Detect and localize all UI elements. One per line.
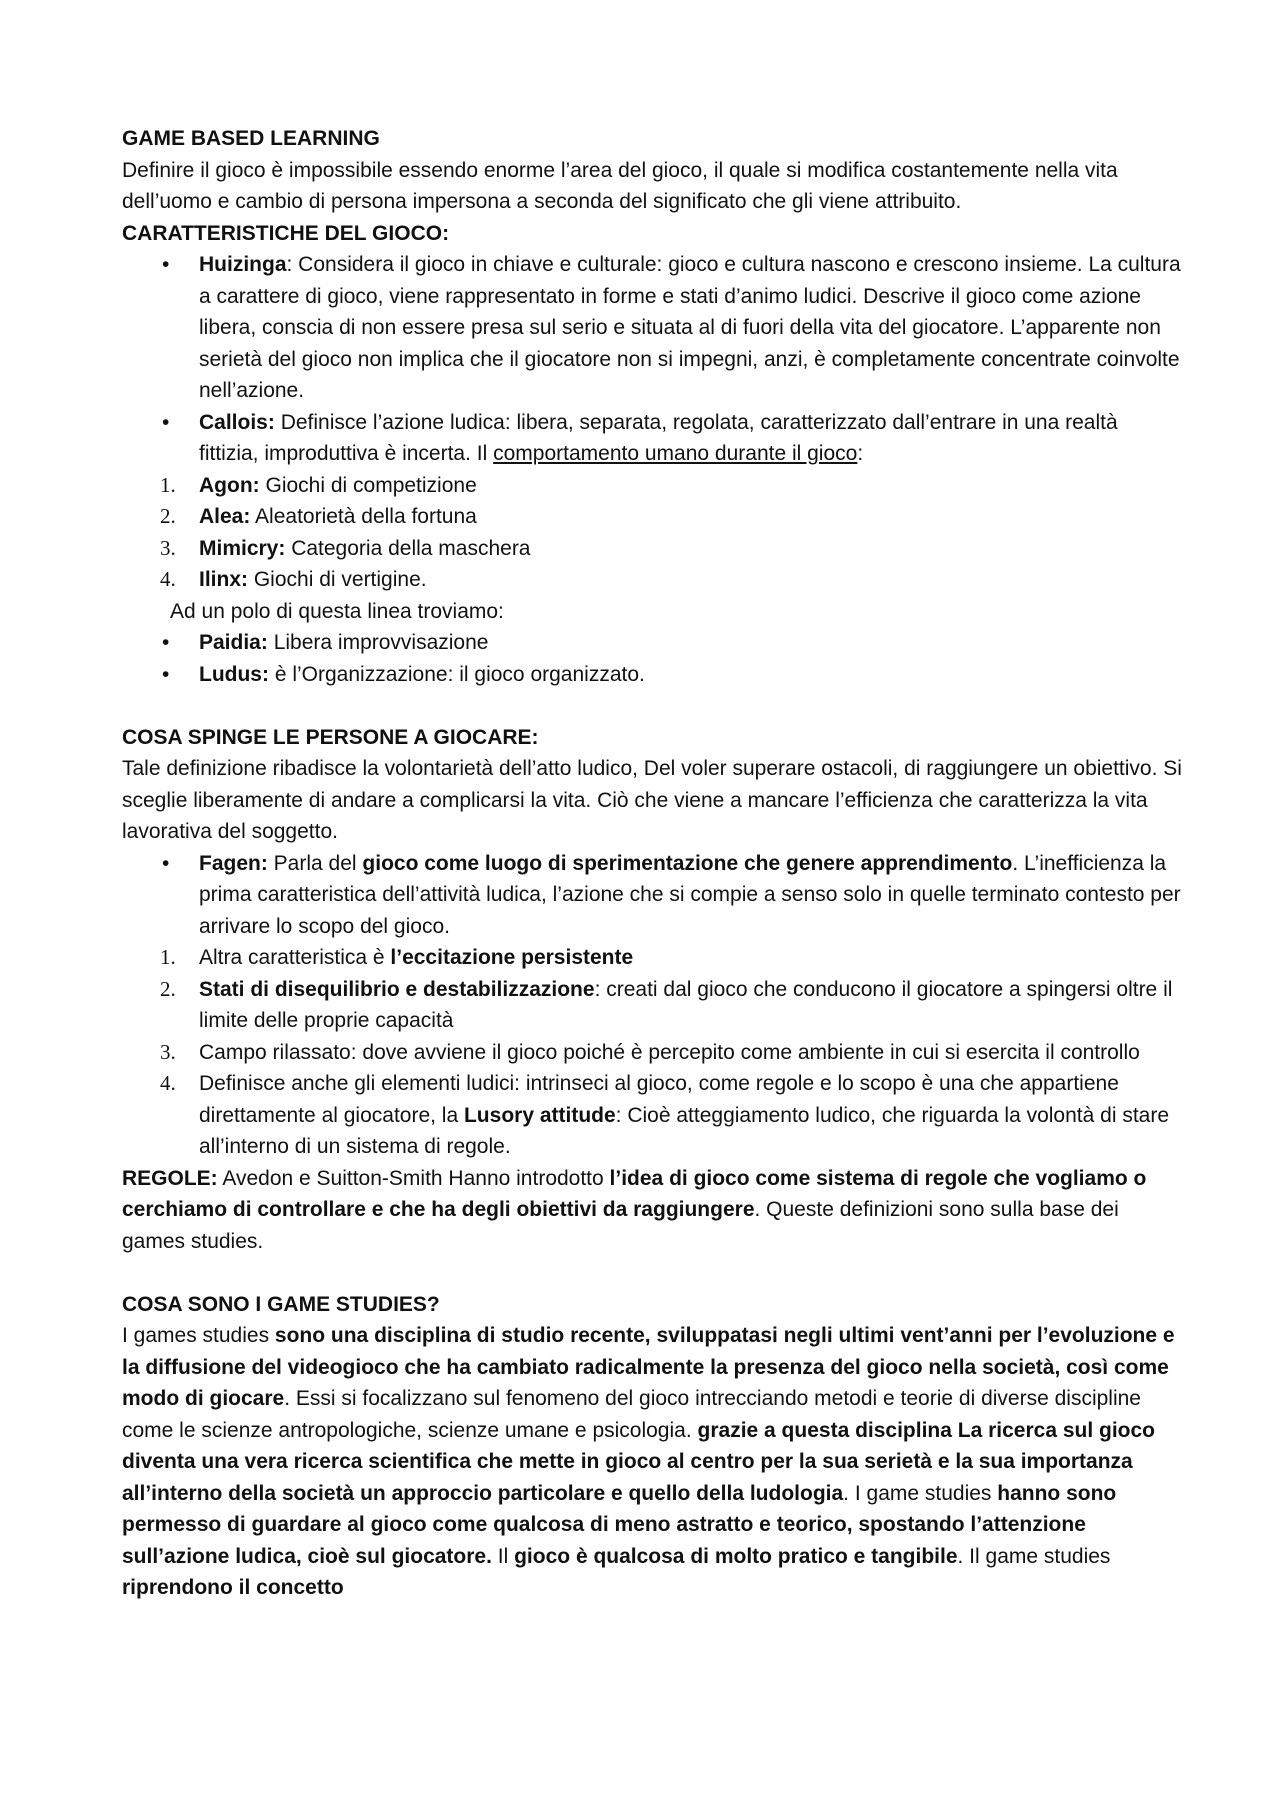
- item-bold: l’eccitazione persistente: [390, 946, 634, 969]
- gs-bold-3: hanno sono permesso di guardare al gioco come qualcosa di meno astratto e teorico, spostando l’attenzione sull’azione ludica, cioè sul giocatore.: [122, 1481, 1117, 1568]
- gs-bold-2: grazie a questa disciplina La ricerca sul gioco diventa una vera ricerca scientifica che mette in gioco al centro per la sua serietà e la sua importanza all’interno della società un approccio particolare e quello della ludologia: [122, 1418, 1156, 1505]
- item-pre: Campo rilassato: dove avviene il gioco poiché è percepito come ambiente in cui si esercita il controllo: [199, 1040, 1140, 1064]
- bullet-item-paidia: [160, 627, 1182, 659]
- bullet-marker: •: [162, 631, 170, 654]
- cosa-spinge-paragraph: Tale definizione ribadisce la volontarietà dell’atto ludico, Del voler superare ostacoli, di raggiungere un obiettivo. Si sceglie liberamente di andare a complicarsi la vita. Ciò che viene a mancare l’efficienza che caratterizza la vita lavorativa del soggetto.: [122, 757, 1182, 843]
- alea-text: Aleatorietà della fortuna: [250, 505, 477, 528]
- fagen-bold: gioco come luogo di sperimentazione che genere apprendimento: [362, 851, 1013, 875]
- term-fagen: Fagen:: [199, 851, 268, 875]
- numbered-item-ilinx: [160, 564, 1182, 596]
- regole-text-1: Avedon e Suitton-Smith Hanno introdotto: [217, 1166, 610, 1190]
- callois-after: :: [857, 442, 864, 465]
- bullet-marker: •: [162, 851, 170, 875]
- numbered-item-mimicry: [160, 533, 1182, 565]
- numbered-item-campo: [160, 1037, 1182, 1069]
- term-callois: Callois:: [199, 410, 275, 434]
- term-ludus: Ludus:: [199, 662, 269, 686]
- callois-text: Definisce l’azione ludica: libera, separata, regolata, caratterizzato dall’entrare in una realtà fittizia, improduttiva è incerta. Il: [199, 410, 1118, 465]
- term-mimicry: Mimicry:: [199, 536, 286, 560]
- bullet-item-callois: [160, 407, 1182, 470]
- term-agon: Agon:: [199, 473, 260, 497]
- gs-text-2: . Essi si focalizzano sul fenomeno del gioco intrecciando metodi e teorie di diverse discipline come le scienze antropologiche, scienze umane e psicologia.: [122, 1387, 1141, 1442]
- item-number: 3.: [160, 535, 176, 560]
- bullet-marker: •: [162, 253, 170, 276]
- item-number: 1.: [160, 945, 176, 969]
- gs-bold-4: gioco è qualcosa di molto pratico e tangibile: [514, 1544, 958, 1568]
- regole-text-2: . Queste definizioni sono sulla base dei games studies.: [122, 1198, 1119, 1253]
- item-bold: Stati di disequilibrio e destabilizzazione: [199, 977, 595, 1001]
- game-studies-paragraph: [122, 1320, 1182, 1604]
- huizinga-text: : Considera il gioco in chiave e culturale: gioco e cultura nascono e crescono insieme. La cultura a carattere di gioco, viene rappresentato in forme e stati d’animo ludici. Descrive il gioco come azione libera, conscia di non essere presa sul serio e situata al di fuori della vita del giocatore. L’apparente non serietà del gioco non implica che il giocatore non si impegni, anzi, è completamente concentrate coinvolte nell’azione.: [199, 253, 1181, 402]
- bullet-marker: •: [162, 662, 170, 686]
- item-number: 4.: [160, 1071, 176, 1095]
- item-bold: Lusory attitude: [463, 1103, 616, 1127]
- term-alea: Alea:: [199, 505, 251, 528]
- numbered-item-alea: [160, 501, 1182, 533]
- item-pre: Definisce anche gli elementi ludici: intrinseci al gioco, come regole e lo scopo è una che appartiene direttamente al giocatore, la: [199, 1072, 1119, 1127]
- item-post: : creati dal gioco che conducono il giocatore a spingersi oltre il limite delle proprie capacità: [199, 977, 1173, 1032]
- bullet-item-fagen: [160, 848, 1182, 943]
- term-paidia: Paidia:: [199, 631, 268, 654]
- regole-paragraph: [122, 1163, 1182, 1258]
- gs-bold-5: riprendono il concetto: [122, 1576, 344, 1599]
- intro-paragraph: Definire il gioco è impossibile essendo enorme l’area del gioco, il quale si modifica costantemente nella vita dell’uomo e cambio di persona impersona a seconda del significato che gli viene attribuito.: [122, 158, 1118, 213]
- paidia-text: Libera improvvisazione: [267, 631, 489, 654]
- item-number: 2.: [160, 504, 176, 528]
- term-huizinga: Huizinga: [199, 253, 287, 276]
- item-number: 1.: [160, 472, 176, 497]
- numbered-item-eccitazione: [160, 942, 1182, 974]
- item-post: : Cioè atteggiamento ludico, che riguarda la volontà di stare all’interno di un sistema di regole.: [199, 1103, 1170, 1158]
- ilinx-text: Giochi di vertigine.: [248, 568, 427, 591]
- callois-underlined: comportamento umano durante il gioco: [493, 442, 858, 465]
- numbered-item-agon: [160, 470, 1182, 502]
- blank-line: [122, 690, 1182, 722]
- section-heading-game-studies: COSA SONO I GAME STUDIES?: [122, 1292, 440, 1316]
- bullet-marker: •: [162, 410, 170, 434]
- bullet-item-ludus: [160, 659, 1182, 691]
- gs-text-5: . Il game studies: [957, 1544, 1111, 1568]
- gs-text-1: I games studies: [122, 1324, 275, 1347]
- blank-line: [122, 1257, 1182, 1289]
- document-title: GAME BASED LEARNING: [122, 127, 380, 150]
- section-heading-cosa-spinge: COSA SPINGE LE PERSONE A GIOCARE:: [122, 725, 539, 749]
- gs-bold-1: sono una disciplina di studio recente, sviluppatasi negli ultimi vent’anni per l’evoluzione e la diffusione del videogioco che ha cambiato radicalmente la presenza del gioco nella società, così come modo di giocare: [122, 1324, 1175, 1410]
- item-number: 2.: [160, 976, 176, 1001]
- gs-text-4: Il: [491, 1544, 515, 1568]
- ludus-text: è l’Organizzazione: il gioco organizzato.: [268, 662, 645, 686]
- agon-text: Giochi di competizione: [259, 473, 477, 497]
- item-number: 4.: [160, 567, 176, 591]
- regole-bold: l’idea di gioco come sistema di regole che vogliamo o cerchiamo di controllare e che ha degli obiettivi da raggiungere: [122, 1166, 1147, 1221]
- item-pre: Altra caratteristica è: [199, 946, 391, 969]
- gs-text-3: . I game studies: [843, 1481, 998, 1505]
- term-ilinx: Ilinx:: [199, 568, 249, 591]
- document-body: [122, 123, 1182, 1604]
- polo-line: Ad un polo di questa linea troviamo:: [170, 599, 504, 623]
- numbered-item-disequilibrio: [160, 974, 1182, 1037]
- item-number: 3.: [160, 1039, 176, 1064]
- fagen-text-2: . L’inefficienza la prima caratteristica dell’attività ludica, l’azione che si compie a senso solo in quelle terminato contesto per arrivare lo scopo del gioco.: [199, 851, 1181, 938]
- bullet-item-huizinga: [160, 249, 1182, 407]
- mimicry-text: Categoria della maschera: [285, 536, 531, 560]
- numbered-item-elementi: [160, 1068, 1182, 1163]
- regole-label: REGOLE:: [122, 1166, 218, 1190]
- fagen-text-1: Parla del: [267, 851, 363, 875]
- section-heading-caratteristiche: CARATTERISTICHE DEL GIOCO:: [122, 221, 450, 245]
